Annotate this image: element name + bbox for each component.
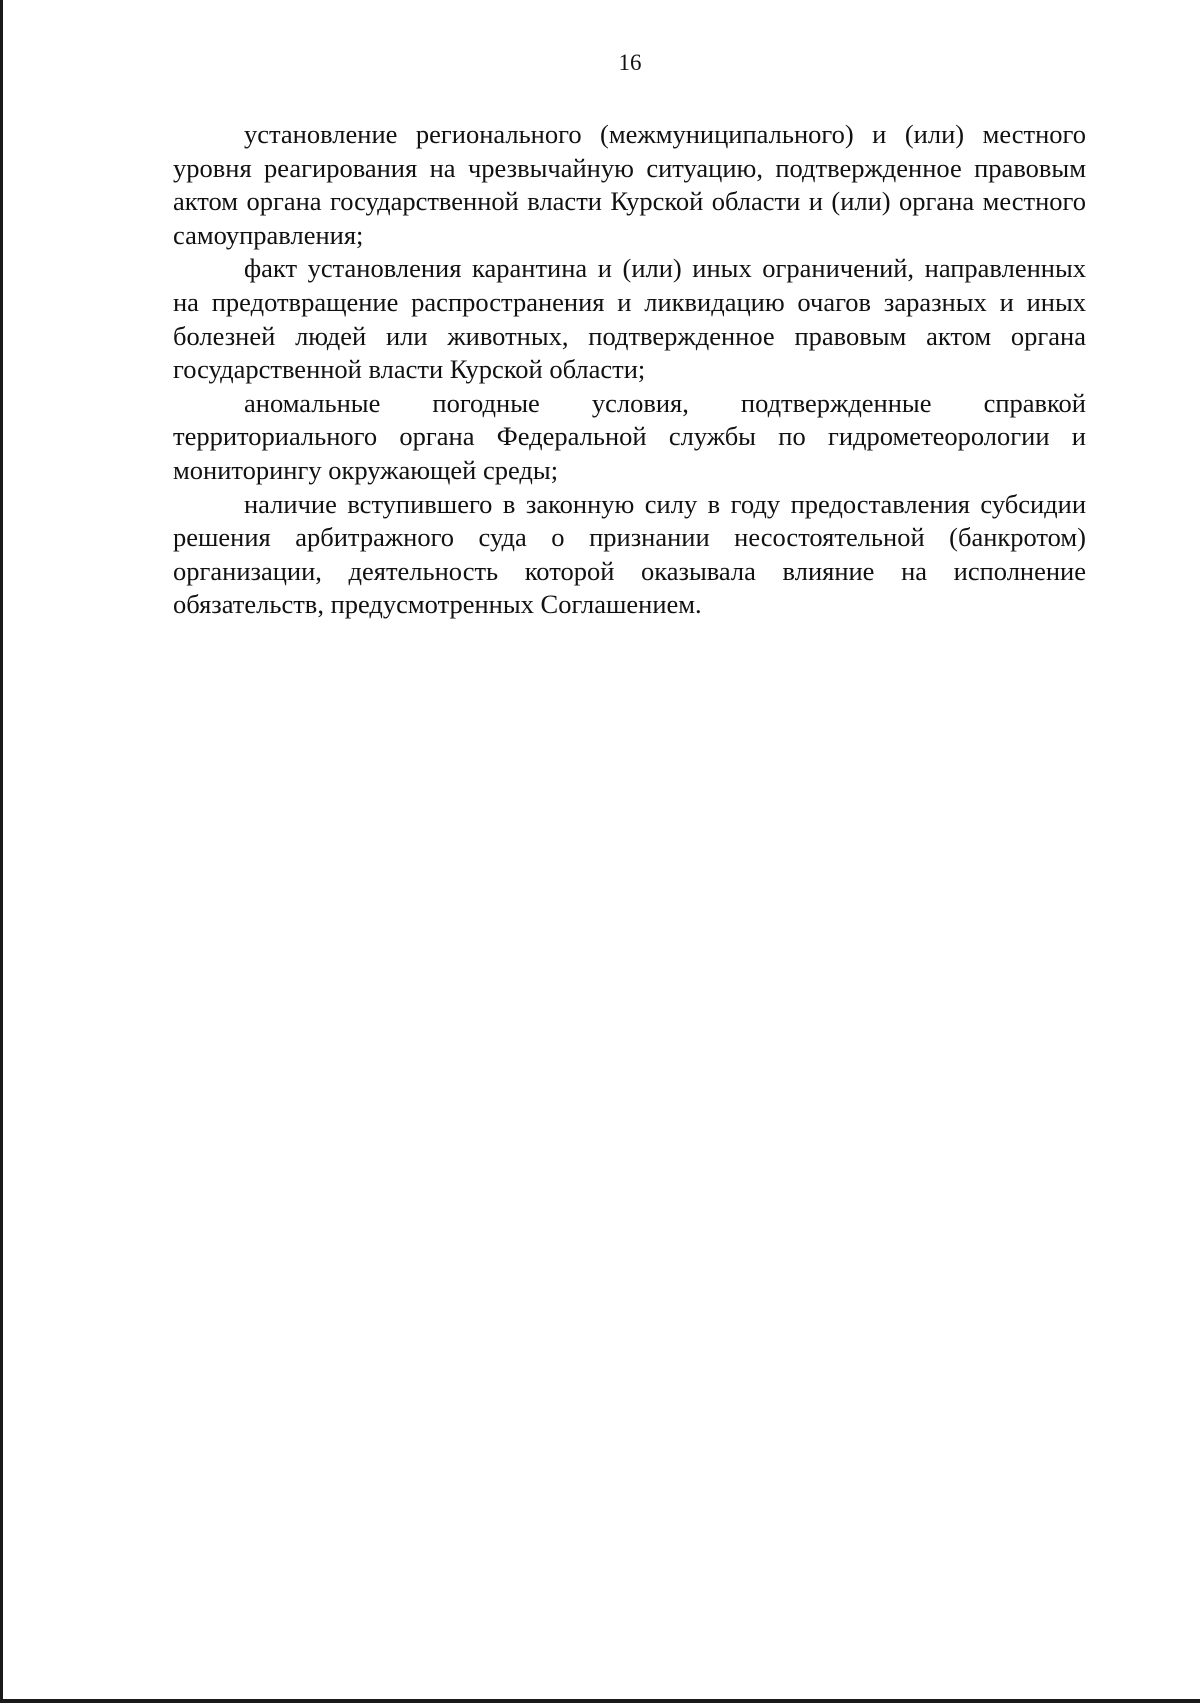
paragraph-quarantine: факт установления карантина и (или) иных ограничений, направленных на предотвращение распространения и ликвидацию очагов заразных и иных болезней людей или животных, подтвержденное правовым актом органа государственной власти Курской области; [173,253,1086,385]
page-number: 16 [618,50,642,75]
paragraph-weather-conditions: аномальные погодные условия, подтвержденные справкой территориального органа Федеральной службы по гидрометеорологии и мониторингу окружающей среды; [173,387,1086,485]
paragraph-bankruptcy-decision: наличие вступившего в законную силу в году предоставления субсидии решения арбитражного суда о признании несостоятельной (банкротом) организации, деятельность которой оказывала влияние на исполнение обязательств, предусмотренных Соглашением. [173,488,1086,620]
scan-edge-bottom [0,1699,1200,1703]
paragraph-emergency-response-level: установление регионального (межмуниципального) и (или) местного уровня реагирования на чрезвычайную ситуацию, подтвержденное правовым актом органа государственной власти Курской области и (или) органа местного самоуправления; [173,119,1086,250]
scan-edge-left [0,0,3,1703]
document-body [173,118,1086,622]
